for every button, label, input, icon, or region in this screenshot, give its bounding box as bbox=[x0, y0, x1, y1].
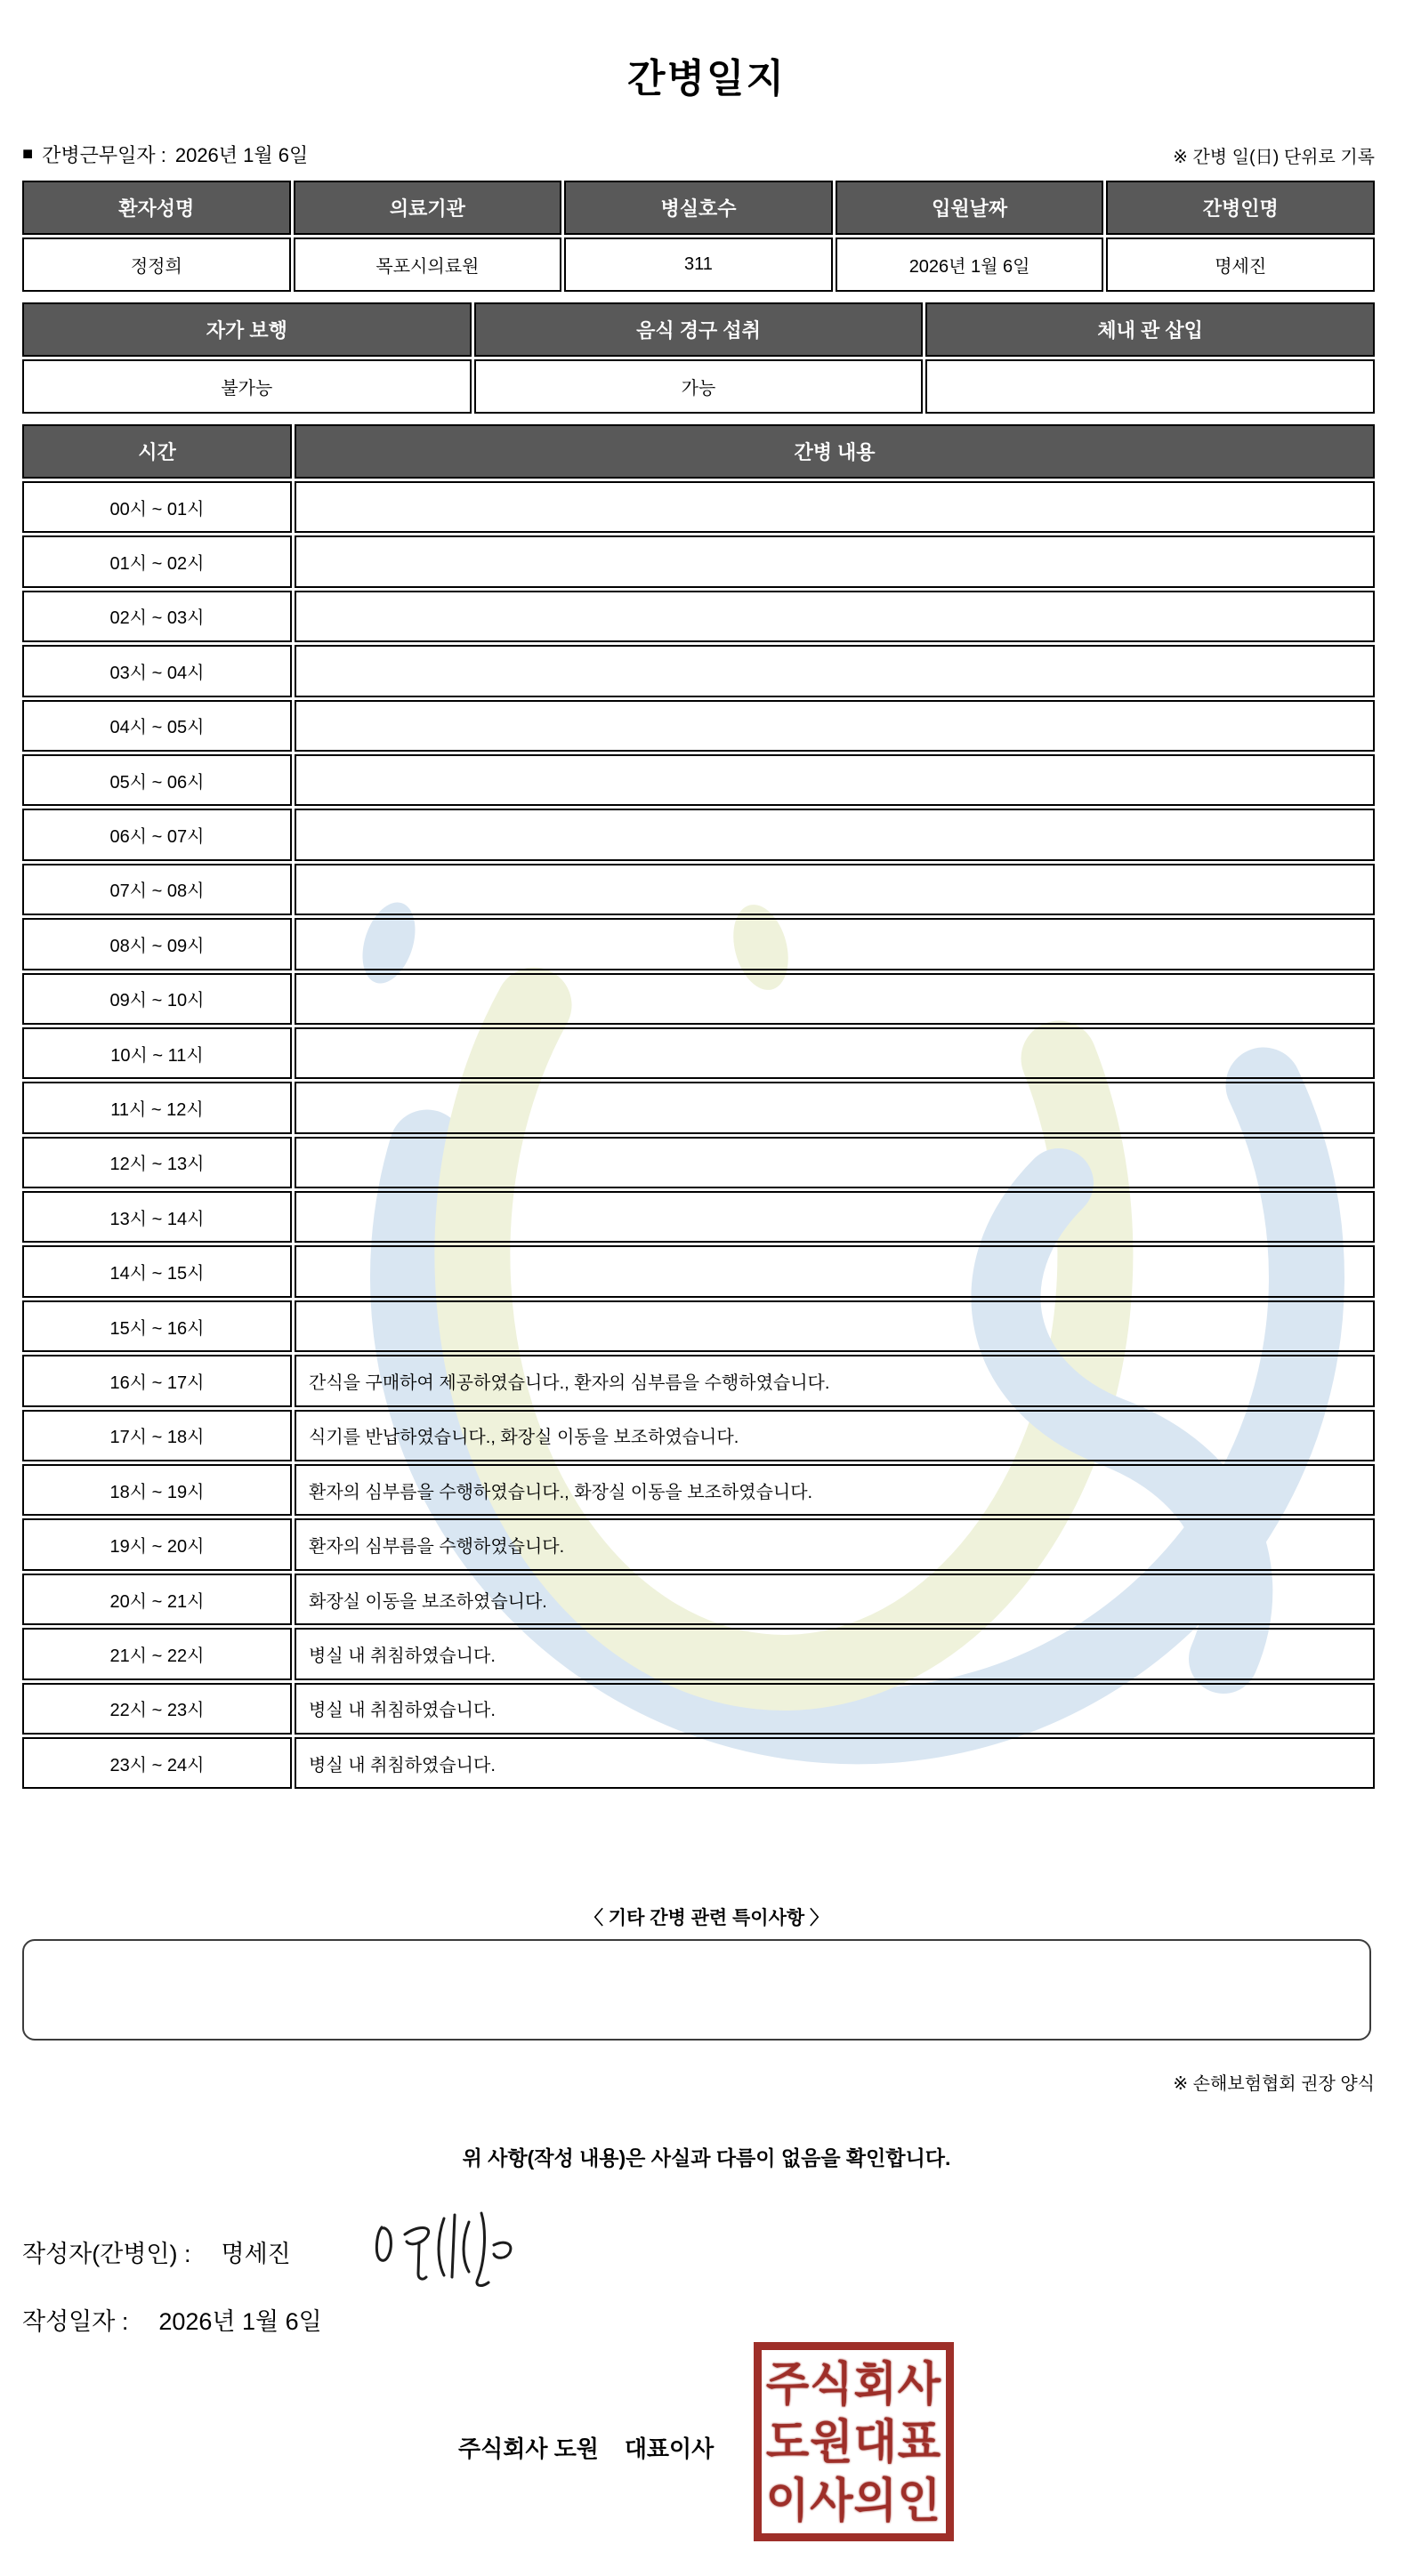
handwritten-signature bbox=[369, 2204, 538, 2293]
time-slot: 14시 ~ 15시 bbox=[22, 1245, 292, 1297]
care-content bbox=[295, 864, 1375, 915]
time-slot: 12시 ~ 13시 bbox=[22, 1137, 292, 1188]
care-content bbox=[295, 754, 1375, 806]
medical-institution-value: 목포시의료원 bbox=[294, 237, 562, 292]
time-slot: 20시 ~ 21시 bbox=[22, 1574, 292, 1625]
written-date-value: 2026년 1월 6일 bbox=[158, 2308, 322, 2335]
stamp-text-row: 이사의인 bbox=[765, 2474, 942, 2526]
time-slot: 10시 ~ 11시 bbox=[22, 1027, 292, 1079]
time-column-header: 시간 bbox=[22, 424, 292, 479]
care-content bbox=[295, 1245, 1375, 1297]
care-content: 간식을 구매하여 제공하였습니다., 환자의 심부름을 수행하였습니다. bbox=[295, 1355, 1375, 1406]
care-work-date bbox=[22, 141, 308, 168]
care-content bbox=[295, 809, 1375, 860]
care-work-date-value: 2026년 1월 6일 bbox=[174, 144, 309, 166]
hourly-care-table bbox=[22, 424, 1375, 1789]
time-slot: 04시 ~ 05시 bbox=[22, 700, 292, 752]
special-notes-box bbox=[22, 1939, 1371, 2041]
room-number-header: 병실호수 bbox=[564, 181, 833, 235]
time-slot: 23시 ~ 24시 bbox=[22, 1737, 292, 1789]
care-content: 병실 내 취침하였습니다. bbox=[295, 1683, 1375, 1735]
patient-name-header: 환자성명 bbox=[22, 181, 291, 235]
writer-line bbox=[22, 2234, 291, 2269]
care-content bbox=[295, 1191, 1375, 1243]
oral-intake-value: 가능 bbox=[474, 359, 924, 414]
care-content bbox=[295, 481, 1375, 533]
time-slot: 15시 ~ 16시 bbox=[22, 1300, 292, 1352]
page-title: 간병일지 bbox=[626, 57, 786, 101]
written-date-label: 작성일자 : bbox=[22, 2308, 129, 2335]
time-slot: 03시 ~ 04시 bbox=[22, 645, 292, 696]
confirmation-statement: 위 사항(작성 내용)은 사실과 다름이 없음을 확인합니다. bbox=[462, 2146, 951, 2169]
time-slot: 00시 ~ 01시 bbox=[22, 481, 292, 533]
caregiver-name-value: 명세진 bbox=[1106, 237, 1375, 292]
time-slot: 11시 ~ 12시 bbox=[22, 1082, 292, 1133]
time-slot: 07시 ~ 08시 bbox=[22, 864, 292, 915]
patient-status-table bbox=[22, 302, 1375, 414]
admission-date-header: 입원날짜 bbox=[836, 181, 1104, 235]
care-content: 병실 내 취침하였습니다. bbox=[295, 1737, 1375, 1789]
time-slot: 01시 ~ 02시 bbox=[22, 535, 292, 587]
care-content bbox=[295, 1137, 1375, 1188]
self-walking-value: 불가능 bbox=[22, 359, 472, 414]
care-content: 환자의 심부름을 수행하였습니다. bbox=[295, 1518, 1375, 1570]
corporate-seal-stamp bbox=[754, 2342, 954, 2541]
stamp-text-row: 도원대표 bbox=[765, 2415, 942, 2468]
care-content bbox=[295, 918, 1375, 970]
care-content bbox=[295, 700, 1375, 752]
patient-name-value: 정정희 bbox=[22, 237, 291, 292]
self-walking-header: 자가 보행 bbox=[22, 302, 472, 357]
room-number-value: 311 bbox=[564, 237, 833, 292]
unit-note: ※ 간병 일(日) 단위로 기록 bbox=[1173, 148, 1375, 167]
recommended-form-note: ※ 손해보험협회 권장 양식 bbox=[1173, 2074, 1375, 2094]
time-slot: 06시 ~ 07시 bbox=[22, 809, 292, 860]
care-work-date-label: 간병근무일자 : bbox=[42, 144, 166, 166]
care-content: 식기를 반납하였습니다., 화장실 이동을 보조하였습니다. bbox=[295, 1410, 1375, 1461]
time-slot: 22시 ~ 23시 bbox=[22, 1683, 292, 1735]
time-slot: 13시 ~ 14시 bbox=[22, 1191, 292, 1243]
care-content bbox=[295, 973, 1375, 1025]
internal-tube-header: 체내 관 삽입 bbox=[925, 302, 1375, 357]
time-slot: 18시 ~ 19시 bbox=[22, 1464, 292, 1516]
written-date-line bbox=[22, 2302, 322, 2337]
time-slot: 05시 ~ 06시 bbox=[22, 754, 292, 806]
time-slot: 17시 ~ 18시 bbox=[22, 1410, 292, 1461]
stamp-text-row: 주식회사 bbox=[765, 2357, 942, 2410]
company-ceo-line: 주식회사 도원 대표이사 bbox=[458, 2435, 715, 2462]
medical-institution-header: 의료기관 bbox=[294, 181, 562, 235]
care-content-column-header: 간병 내용 bbox=[295, 424, 1375, 479]
care-content bbox=[295, 645, 1375, 696]
time-slot: 08시 ~ 09시 bbox=[22, 918, 292, 970]
writer-label: 작성자(간병인) : bbox=[22, 2241, 191, 2267]
black-square-marker: ■ bbox=[22, 144, 34, 164]
patient-info-table bbox=[22, 181, 1375, 292]
care-content bbox=[295, 1082, 1375, 1133]
caregiver-name-header: 간병인명 bbox=[1106, 181, 1375, 235]
care-content: 병실 내 취침하였습니다. bbox=[295, 1628, 1375, 1679]
care-content bbox=[295, 535, 1375, 587]
time-slot: 09시 ~ 10시 bbox=[22, 973, 292, 1025]
info-line bbox=[22, 141, 1375, 168]
care-content bbox=[295, 1300, 1375, 1352]
time-slot: 16시 ~ 17시 bbox=[22, 1355, 292, 1406]
time-slot: 02시 ~ 03시 bbox=[22, 591, 292, 642]
writer-name: 명세진 bbox=[221, 2241, 291, 2267]
time-slot: 19시 ~ 20시 bbox=[22, 1518, 292, 1570]
care-content bbox=[295, 591, 1375, 642]
time-slot: 21시 ~ 22시 bbox=[22, 1628, 292, 1679]
internal-tube-value bbox=[925, 359, 1375, 414]
special-notes-heading: 〈 기타 간병 관련 특이사항 〉 bbox=[584, 1908, 829, 1928]
care-content bbox=[295, 1027, 1375, 1079]
admission-date-value: 2026년 1월 6일 bbox=[836, 237, 1104, 292]
care-content: 환자의 심부름을 수행하였습니다., 화장실 이동을 보조하였습니다. bbox=[295, 1464, 1375, 1516]
oral-intake-header: 음식 경구 섭취 bbox=[474, 302, 924, 357]
care-content: 화장실 이동을 보조하였습니다. bbox=[295, 1574, 1375, 1625]
